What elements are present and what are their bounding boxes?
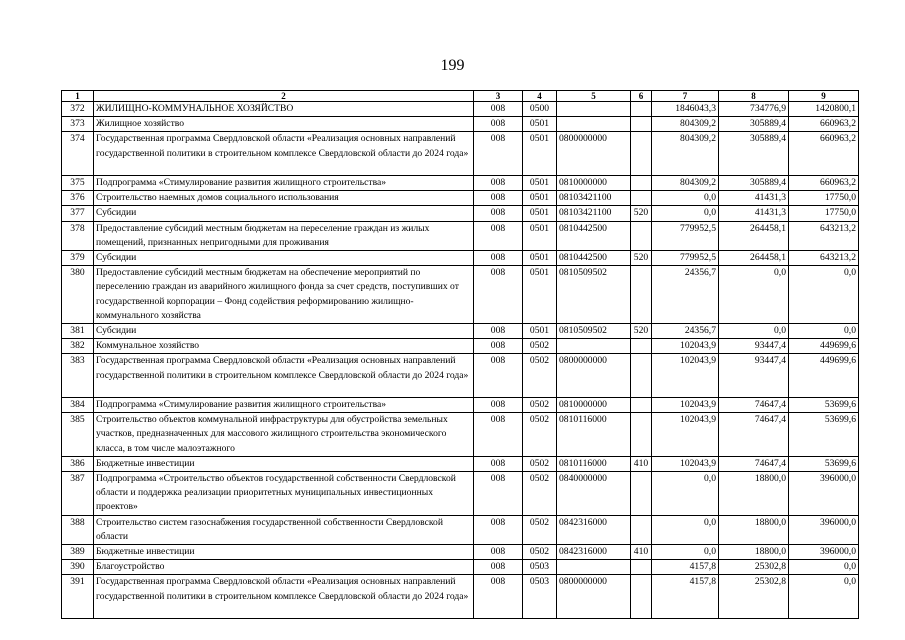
section-code: 0501 <box>523 206 557 221</box>
row-number: 378 <box>62 221 94 250</box>
ministry-code: 008 <box>474 117 523 132</box>
section-code: 0502 <box>523 339 557 354</box>
ministry-code: 008 <box>474 545 523 560</box>
row-number: 385 <box>62 413 94 457</box>
row-number: 383 <box>62 354 94 398</box>
program-code: 0810116000 <box>557 456 631 471</box>
ministry-code: 008 <box>474 221 523 250</box>
amount-year-1: 779952,5 <box>652 251 719 266</box>
amount-year-1: 4157,8 <box>652 575 719 619</box>
amount-year-3: 660963,2 <box>789 176 859 191</box>
program-code: 0810442500 <box>557 221 631 250</box>
amount-year-2: 734776,9 <box>719 102 789 117</box>
program-code: 0800000000 <box>557 132 631 176</box>
row-number: 372 <box>62 102 94 117</box>
row-name: Субсидии <box>94 251 474 266</box>
expense-type-code <box>631 575 652 619</box>
table-row <box>62 545 859 560</box>
header-cell: 8 <box>719 91 789 102</box>
amount-year-1: 0,0 <box>652 472 719 516</box>
amount-year-1: 0,0 <box>652 206 719 221</box>
amount-year-1: 24356,7 <box>652 266 719 324</box>
amount-year-2: 305889,4 <box>719 132 789 176</box>
expense-type-code <box>631 354 652 398</box>
program-code <box>557 117 631 132</box>
amount-year-3: 660963,2 <box>789 132 859 176</box>
expense-type-code <box>631 102 652 117</box>
amount-year-3: 0,0 <box>789 560 859 575</box>
row-number: 379 <box>62 251 94 266</box>
expense-type-code: 520 <box>631 251 652 266</box>
amount-year-1: 102043,9 <box>652 456 719 471</box>
table-row <box>62 176 859 191</box>
amount-year-3: 0,0 <box>789 575 859 619</box>
amount-year-3: 396000,0 <box>789 472 859 516</box>
row-name: Подпрограмма «Стимулирование развития жилищного строительства» <box>94 398 474 413</box>
row-name: Предоставление субсидий местным бюджетам на переселение граждан из жилых помещений, признанных непригодными для проживания <box>94 221 474 250</box>
program-code: 0810116000 <box>557 413 631 457</box>
ministry-code: 008 <box>474 456 523 471</box>
row-name: ЖИЛИЩНО-КОММУНАЛЬНОЕ ХОЗЯЙСТВО <box>94 102 474 117</box>
table-row <box>62 456 859 471</box>
amount-year-1: 779952,5 <box>652 221 719 250</box>
program-code: 0810000000 <box>557 398 631 413</box>
program-code: 0842316000 <box>557 515 631 544</box>
table-row <box>62 191 859 206</box>
section-code: 0501 <box>523 251 557 266</box>
row-number: 377 <box>62 206 94 221</box>
expense-type-code <box>631 221 652 250</box>
amount-year-2: 41431,3 <box>719 206 789 221</box>
ministry-code: 008 <box>474 206 523 221</box>
header-cell: 2 <box>94 91 474 102</box>
table-row <box>62 413 859 457</box>
table-row <box>62 472 859 516</box>
amount-year-3: 660963,2 <box>789 117 859 132</box>
section-code: 0502 <box>523 354 557 398</box>
section-code: 0502 <box>523 545 557 560</box>
header-cell: 7 <box>652 91 719 102</box>
row-name: Жилищное хозяйство <box>94 117 474 132</box>
amount-year-2: 93447,4 <box>719 339 789 354</box>
row-name: Субсидии <box>94 324 474 339</box>
amount-year-2: 18800,0 <box>719 545 789 560</box>
program-code: 08103421100 <box>557 191 631 206</box>
amount-year-2: 25302,8 <box>719 560 789 575</box>
row-number: 391 <box>62 575 94 619</box>
amount-year-3: 449699,6 <box>789 339 859 354</box>
amount-year-2: 41431,3 <box>719 191 789 206</box>
section-code: 0501 <box>523 176 557 191</box>
amount-year-3: 0,0 <box>789 324 859 339</box>
amount-year-1: 804309,2 <box>652 117 719 132</box>
program-code: 0810509502 <box>557 324 631 339</box>
program-code: 0810000000 <box>557 176 631 191</box>
section-code: 0501 <box>523 221 557 250</box>
ministry-code: 008 <box>474 560 523 575</box>
ministry-code: 008 <box>474 515 523 544</box>
table-row <box>62 560 859 575</box>
row-number: 387 <box>62 472 94 516</box>
amount-year-1: 4157,8 <box>652 560 719 575</box>
expense-type-code <box>631 117 652 132</box>
row-name: Благоустройство <box>94 560 474 575</box>
amount-year-2: 18800,0 <box>719 472 789 516</box>
table-row <box>62 221 859 250</box>
row-name: Государственная программа Свердловской области «Реализация основных направлений государственной политики в строительном комплексе Свердловской области до 2024 года» <box>94 132 474 176</box>
section-code: 0503 <box>523 575 557 619</box>
table-row <box>62 132 859 176</box>
amount-year-2: 264458,1 <box>719 221 789 250</box>
expense-type-code: 410 <box>631 456 652 471</box>
row-number: 388 <box>62 515 94 544</box>
expense-type-code: 520 <box>631 206 652 221</box>
row-name: Субсидии <box>94 206 474 221</box>
budget-table <box>61 90 859 619</box>
page-number: 199 <box>440 57 465 74</box>
section-code: 0501 <box>523 324 557 339</box>
section-code: 0502 <box>523 472 557 516</box>
ministry-code: 008 <box>474 575 523 619</box>
amount-year-3: 643213,2 <box>789 251 859 266</box>
row-name: Подпрограмма «Стимулирование развития жилищного строительства» <box>94 176 474 191</box>
ministry-code: 008 <box>474 132 523 176</box>
section-code: 0503 <box>523 560 557 575</box>
program-code: 0810442500 <box>557 251 631 266</box>
expense-type-code <box>631 266 652 324</box>
amount-year-2: 25302,8 <box>719 575 789 619</box>
row-name: Строительство наемных домов социального использования <box>94 191 474 206</box>
section-code: 0500 <box>523 102 557 117</box>
row-number: 384 <box>62 398 94 413</box>
row-number: 376 <box>62 191 94 206</box>
table-row <box>62 339 859 354</box>
program-code <box>557 102 631 117</box>
amount-year-2: 0,0 <box>719 324 789 339</box>
amount-year-1: 804309,2 <box>652 176 719 191</box>
expense-type-code: 520 <box>631 324 652 339</box>
amount-year-1: 102043,9 <box>652 413 719 457</box>
program-code: 0800000000 <box>557 575 631 619</box>
amount-year-1: 24356,7 <box>652 324 719 339</box>
expense-type-code <box>631 176 652 191</box>
row-name: Государственная программа Свердловской области «Реализация основных направлений государственной политики в строительном комплексе Свердловской области до 2024 года» <box>94 354 474 398</box>
row-number: 390 <box>62 560 94 575</box>
table-row <box>62 102 859 117</box>
ministry-code: 008 <box>474 191 523 206</box>
row-name: Государственная программа Свердловской области «Реализация основных направлений государственной политики в строительном комплексе Свердловской области до 2024 года» <box>94 575 474 619</box>
header-cell: 6 <box>631 91 652 102</box>
header-cell: 9 <box>789 91 859 102</box>
ministry-code: 008 <box>474 472 523 516</box>
amount-year-3: 396000,0 <box>789 515 859 544</box>
amount-year-3: 396000,0 <box>789 545 859 560</box>
expense-type-code: 410 <box>631 545 652 560</box>
amount-year-3: 449699,6 <box>789 354 859 398</box>
amount-year-1: 0,0 <box>652 515 719 544</box>
section-code: 0501 <box>523 117 557 132</box>
expense-type-code <box>631 413 652 457</box>
section-code: 0502 <box>523 398 557 413</box>
expense-type-code <box>631 472 652 516</box>
program-code: 0810509502 <box>557 266 631 324</box>
header-cell: 4 <box>523 91 557 102</box>
amount-year-1: 1846043,3 <box>652 102 719 117</box>
table-row <box>62 354 859 398</box>
table-row <box>62 398 859 413</box>
amount-year-2: 74647,4 <box>719 398 789 413</box>
expense-type-code <box>631 191 652 206</box>
table-row <box>62 324 859 339</box>
table-row <box>62 266 859 324</box>
ministry-code: 008 <box>474 251 523 266</box>
amount-year-3: 0,0 <box>789 266 859 324</box>
ministry-code: 008 <box>474 176 523 191</box>
header-row <box>62 91 859 102</box>
row-name: Коммунальное хозяйство <box>94 339 474 354</box>
expense-type-code <box>631 560 652 575</box>
amount-year-2: 74647,4 <box>719 413 789 457</box>
ministry-code: 008 <box>474 324 523 339</box>
program-code: 0840000000 <box>557 472 631 516</box>
row-name: Бюджетные инвестиции <box>94 545 474 560</box>
ministry-code: 008 <box>474 339 523 354</box>
row-number: 380 <box>62 266 94 324</box>
section-code: 0502 <box>523 456 557 471</box>
expense-type-code <box>631 132 652 176</box>
row-number: 373 <box>62 117 94 132</box>
row-number: 381 <box>62 324 94 339</box>
amount-year-3: 53699,6 <box>789 413 859 457</box>
expense-type-code <box>631 398 652 413</box>
program-code: 0842316000 <box>557 545 631 560</box>
amount-year-2: 18800,0 <box>719 515 789 544</box>
amount-year-1: 102043,9 <box>652 398 719 413</box>
amount-year-1: 0,0 <box>652 191 719 206</box>
row-name: Подпрограмма «Строительство объектов государственной собственности Свердловской области и поддержка реализации приоритетных муниципальных инвестиционных проектов» <box>94 472 474 516</box>
header-cell: 5 <box>557 91 631 102</box>
row-name: Строительство систем газоснабжения государственной собственности Свердловской области <box>94 515 474 544</box>
row-name: Бюджетные инвестиции <box>94 456 474 471</box>
section-code: 0501 <box>523 191 557 206</box>
amount-year-2: 74647,4 <box>719 456 789 471</box>
amount-year-1: 102043,9 <box>652 354 719 398</box>
section-code: 0502 <box>523 413 557 457</box>
amount-year-3: 17750,0 <box>789 206 859 221</box>
amount-year-2: 0,0 <box>719 266 789 324</box>
ministry-code: 008 <box>474 102 523 117</box>
table-row <box>62 251 859 266</box>
table-row <box>62 206 859 221</box>
row-number: 374 <box>62 132 94 176</box>
amount-year-3: 1420800,1 <box>789 102 859 117</box>
amount-year-1: 804309,2 <box>652 132 719 176</box>
header-cell: 1 <box>62 91 94 102</box>
row-number: 375 <box>62 176 94 191</box>
amount-year-3: 53699,6 <box>789 456 859 471</box>
amount-year-2: 305889,4 <box>719 176 789 191</box>
program-code: 08103421100 <box>557 206 631 221</box>
amount-year-2: 93447,4 <box>719 354 789 398</box>
ministry-code: 008 <box>474 413 523 457</box>
table-row <box>62 515 859 544</box>
expense-type-code <box>631 339 652 354</box>
table-row <box>62 575 859 619</box>
row-name: Строительство объектов коммунальной инфраструктуры для обустройства земельных участков, предназначенных для массового жилищного строительства экономического класса, в том числе малоэтажного <box>94 413 474 457</box>
section-code: 0502 <box>523 515 557 544</box>
amount-year-2: 305889,4 <box>719 117 789 132</box>
expense-type-code <box>631 515 652 544</box>
row-name: Предоставление субсидий местным бюджетам на обеспечение мероприятий по переселению граждан из аварийного жилищного фонда за счет средств, поступивших от государственной корпорации – Фонд содействия реформированию жилищно-коммунального хозяйства <box>94 266 474 324</box>
section-code: 0501 <box>523 132 557 176</box>
program-code: 0800000000 <box>557 354 631 398</box>
section-code: 0501 <box>523 266 557 324</box>
amount-year-3: 643213,2 <box>789 221 859 250</box>
program-code <box>557 339 631 354</box>
ministry-code: 008 <box>474 266 523 324</box>
table-row <box>62 117 859 132</box>
amount-year-1: 102043,9 <box>652 339 719 354</box>
ministry-code: 008 <box>474 354 523 398</box>
amount-year-2: 264458,1 <box>719 251 789 266</box>
row-number: 386 <box>62 456 94 471</box>
header-cell: 3 <box>474 91 523 102</box>
amount-year-3: 53699,6 <box>789 398 859 413</box>
amount-year-3: 17750,0 <box>789 191 859 206</box>
row-number: 382 <box>62 339 94 354</box>
amount-year-1: 0,0 <box>652 545 719 560</box>
ministry-code: 008 <box>474 398 523 413</box>
program-code <box>557 560 631 575</box>
row-number: 389 <box>62 545 94 560</box>
